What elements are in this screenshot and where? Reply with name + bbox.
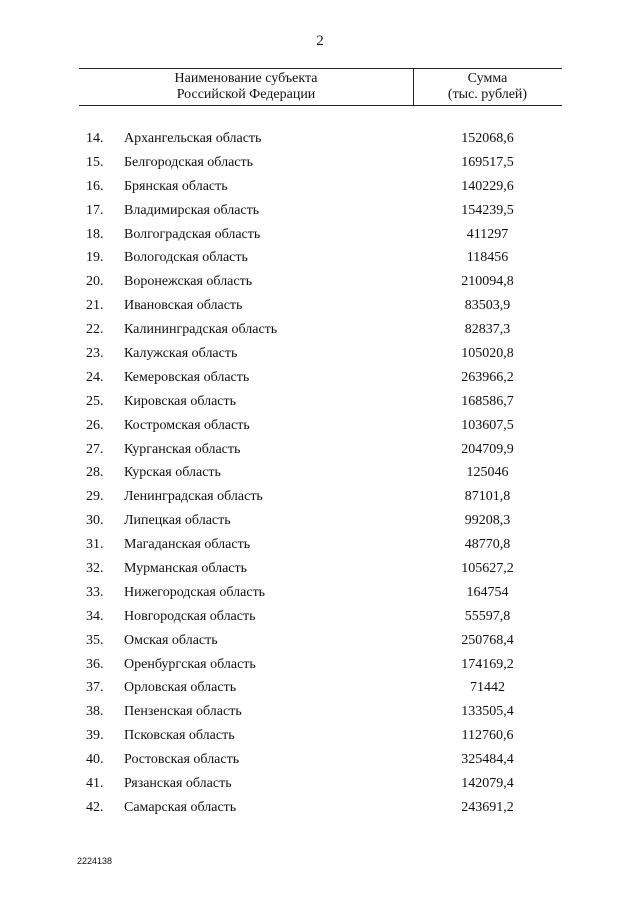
- row-number: 29.: [86, 489, 104, 505]
- row-sum: 174169,2: [461, 656, 514, 672]
- header-subject-name: [79, 71, 413, 103]
- row-subject-name: Ростовская область: [124, 752, 240, 768]
- row-sum: 133505,4: [461, 704, 514, 720]
- row-sum: 204709,9: [461, 441, 514, 457]
- row-subject-name: Пензенская область: [124, 704, 242, 720]
- table-row: [0, 557, 640, 581]
- row-number: 21.: [86, 298, 104, 314]
- row-sum: 83503,9: [464, 298, 511, 314]
- table-row: [0, 127, 640, 151]
- header-sum-line1: Сумма: [467, 71, 508, 86]
- row-subject-name: Ленинградская область: [124, 489, 263, 505]
- row-subject-name: Волгоградская область: [124, 226, 261, 242]
- row-subject-name: Нижегородская область: [124, 584, 266, 600]
- table-row: [0, 223, 640, 247]
- row-subject-name: Курганская область: [124, 441, 241, 457]
- row-subject-name: Костромская область: [124, 417, 250, 433]
- table-row: [0, 270, 640, 294]
- row-number: 20.: [86, 274, 104, 290]
- row-subject-name: Мурманская область: [124, 561, 248, 577]
- row-sum: 140229,6: [461, 178, 514, 194]
- row-number: 37.: [86, 680, 104, 696]
- row-sum: 164754: [466, 584, 509, 600]
- table-row: [0, 533, 640, 557]
- table-row: [0, 796, 640, 820]
- row-number: 22.: [86, 322, 104, 338]
- table-body: [0, 127, 640, 820]
- row-number: 15.: [86, 154, 104, 170]
- table-row: [0, 605, 640, 629]
- row-number: 40.: [86, 752, 104, 768]
- table-row: [0, 629, 640, 653]
- table-row: [0, 390, 640, 414]
- row-sum: 263966,2: [461, 369, 514, 385]
- table-row: [0, 438, 640, 462]
- row-subject-name: Омская область: [124, 632, 218, 648]
- row-sum: 169517,5: [461, 154, 514, 170]
- header-subject-name-line2: Российской Федерации: [176, 87, 316, 102]
- row-subject-name: Брянская область: [124, 178, 228, 194]
- row-sum: 243691,2: [461, 799, 514, 815]
- row-subject-name: Самарская область: [124, 799, 237, 815]
- table-row: [0, 199, 640, 223]
- row-sum: 48770,8: [464, 537, 511, 553]
- table-row: [0, 294, 640, 318]
- table-row: [0, 461, 640, 485]
- row-sum: 99208,3: [464, 513, 511, 529]
- row-number: 26.: [86, 417, 104, 433]
- row-subject-name: Белгородская область: [124, 154, 254, 170]
- header-sum: [413, 71, 562, 103]
- row-subject-name: Курская область: [124, 465, 221, 481]
- table-row: [0, 342, 640, 366]
- table-row: [0, 366, 640, 390]
- table-row: [0, 485, 640, 509]
- row-subject-name: Псковская область: [124, 728, 235, 744]
- row-subject-name: Липецкая область: [124, 513, 231, 529]
- row-number: 30.: [86, 513, 104, 529]
- document-code: 2224138: [77, 856, 113, 866]
- row-sum: 210094,8: [461, 274, 514, 290]
- row-number: 17.: [86, 202, 104, 218]
- table-row: [0, 509, 640, 533]
- row-number: 35.: [86, 632, 104, 648]
- row-sum: 250768,4: [461, 632, 514, 648]
- row-subject-name: Владимирская область: [124, 202, 260, 218]
- row-sum: 105020,8: [461, 346, 514, 362]
- row-sum: 82837,3: [464, 322, 511, 338]
- page-number: 2: [316, 33, 324, 49]
- row-subject-name: Магаданская область: [124, 537, 251, 553]
- row-number: 39.: [86, 728, 104, 744]
- row-subject-name: Оренбургская область: [124, 656, 256, 672]
- row-number: 27.: [86, 441, 104, 457]
- row-subject-name: Рязанская область: [124, 776, 232, 792]
- row-number: 14.: [86, 131, 104, 146]
- row-number: 31.: [86, 537, 104, 553]
- table-row: [0, 748, 640, 772]
- row-sum: 105627,2: [461, 561, 514, 577]
- table-row: [0, 772, 640, 796]
- row-number: 24.: [86, 369, 104, 385]
- row-number: 16.: [86, 178, 104, 194]
- row-sum: 87101,8: [464, 489, 511, 505]
- row-sum: 411297: [466, 226, 509, 242]
- row-sum: 118456: [466, 250, 509, 266]
- row-subject-name: Кировская область: [124, 393, 237, 409]
- row-sum: 152068,6: [461, 131, 514, 146]
- table-header: [79, 68, 562, 106]
- row-subject-name: Воронежская область: [124, 274, 253, 290]
- row-number: 28.: [86, 465, 104, 481]
- row-number: 32.: [86, 561, 104, 577]
- row-number: 19.: [86, 250, 104, 266]
- row-number: 25.: [86, 393, 104, 409]
- row-sum: 55597,8: [464, 608, 511, 624]
- table-row: [0, 414, 640, 438]
- row-number: 42.: [86, 799, 104, 815]
- row-subject-name: Новгородская область: [124, 608, 256, 624]
- row-sum: 154239,5: [461, 202, 514, 218]
- row-number: 33.: [86, 584, 104, 600]
- row-sum: 325484,4: [461, 752, 514, 768]
- row-number: 23.: [86, 346, 104, 362]
- row-number: 34.: [86, 608, 104, 624]
- table-row: [0, 653, 640, 677]
- row-sum: 103607,5: [461, 417, 514, 433]
- table-row: [0, 700, 640, 724]
- table-row: [0, 246, 640, 270]
- table-row: [0, 151, 640, 175]
- row-subject-name: Калужская область: [124, 346, 238, 362]
- table-row: [0, 318, 640, 342]
- row-sum: 112760,6: [461, 728, 514, 744]
- row-subject-name: Калининградская область: [124, 322, 278, 338]
- table-row: [0, 676, 640, 700]
- header-subject-name-line1: Наименование субъекта: [174, 71, 318, 86]
- row-subject-name: Орловская область: [124, 680, 237, 696]
- row-sum: 168586,7: [461, 393, 514, 409]
- row-subject-name: Кемеровская область: [124, 369, 250, 385]
- table-row: [0, 581, 640, 605]
- row-number: 36.: [86, 656, 104, 672]
- row-sum: 142079,4: [461, 776, 514, 792]
- row-sum: 71442: [470, 680, 505, 696]
- header-sum-line2: (тыс. рублей): [447, 87, 528, 102]
- row-sum: 125046: [466, 465, 509, 481]
- table-row: [0, 175, 640, 199]
- row-number: 41.: [86, 776, 104, 792]
- row-number: 38.: [86, 704, 104, 720]
- row-subject-name: Ивановская область: [124, 298, 243, 314]
- row-number: 18.: [86, 226, 104, 242]
- row-subject-name: Вологодская область: [124, 250, 248, 266]
- table-row: [0, 724, 640, 748]
- row-subject-name: Архангельская область: [124, 131, 262, 146]
